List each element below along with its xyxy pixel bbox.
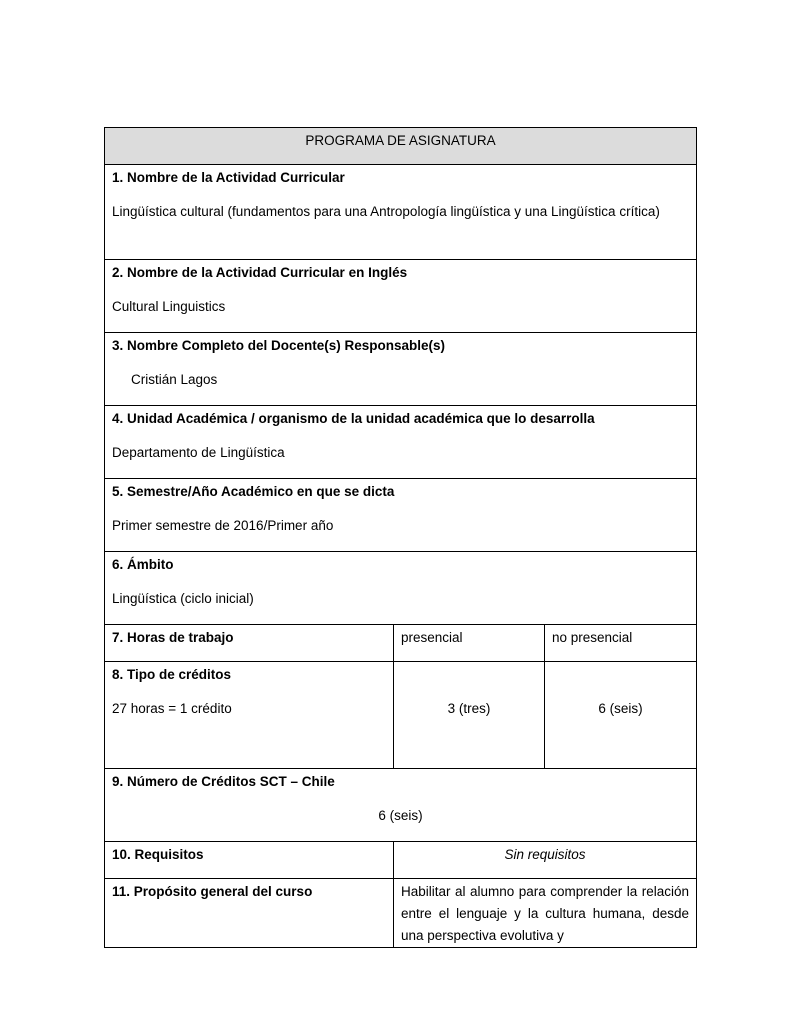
section-2-title: 2. Nombre de la Actividad Curricular en Inglés xyxy=(112,265,408,280)
table-header-row xyxy=(105,128,697,165)
section-5 xyxy=(105,479,697,552)
section-4 xyxy=(105,406,697,479)
section-8-title: 8. Tipo de créditos xyxy=(112,667,232,682)
course-program-table xyxy=(104,127,697,948)
section-8-presencial-credits: 3 (tres) xyxy=(447,701,491,716)
section-6-title: 6. Ámbito xyxy=(112,557,174,572)
section-9-title: 9. Número de Créditos SCT – Chile xyxy=(112,774,335,789)
section-4-title: 4. Unidad Académica / organismo de la unidad académica que lo desarrolla xyxy=(112,411,595,426)
section-7-no-presencial: no presencial xyxy=(545,625,697,662)
section-8-note: 27 horas = 1 crédito xyxy=(112,701,232,716)
section-5-title: 5. Semestre/Año Académico en que se dicta xyxy=(112,484,395,499)
table-header: PROGRAMA DE ASIGNATURA xyxy=(105,128,697,165)
section-1-value: Lingüística cultural (fundamentos para una Antropología lingüística y una Lingüística crítica) xyxy=(112,204,660,219)
section-10 xyxy=(105,842,697,879)
section-3-title: 3. Nombre Completo del Docente(s) Responsable(s) xyxy=(112,338,446,353)
section-2 xyxy=(105,260,697,333)
section-11-value: Habilitar al alumno para comprender la relación entre el lenguaje y la cultura humana, desde una perspectiva evolutiva y xyxy=(394,879,697,948)
section-1 xyxy=(105,165,697,260)
section-3 xyxy=(105,333,697,406)
section-6-value: Lingüística (ciclo inicial) xyxy=(112,591,254,606)
section-10-value: Sin requisitos xyxy=(394,842,697,879)
section-9-value: 6 (seis) xyxy=(378,808,423,823)
section-2-value: Cultural Linguistics xyxy=(112,299,226,314)
section-8-no-presencial-credits: 6 (seis) xyxy=(598,701,643,716)
section-11 xyxy=(105,879,697,948)
section-8 xyxy=(105,662,697,769)
section-6 xyxy=(105,552,697,625)
section-3-value: Cristián Lagos xyxy=(131,372,218,387)
section-1-title: 1. Nombre de la Actividad Curricular xyxy=(112,170,345,185)
section-7-title: 7. Horas de trabajo xyxy=(105,625,394,662)
section-4-value: Departamento de Lingüística xyxy=(112,445,285,460)
section-7 xyxy=(105,625,697,662)
section-11-title: 11. Propósito general del curso xyxy=(105,879,394,948)
section-7-presencial: presencial xyxy=(394,625,545,662)
section-10-title: 10. Requisitos xyxy=(105,842,394,879)
section-5-value: Primer semestre de 2016/Primer año xyxy=(112,518,334,533)
section-9 xyxy=(105,769,697,842)
